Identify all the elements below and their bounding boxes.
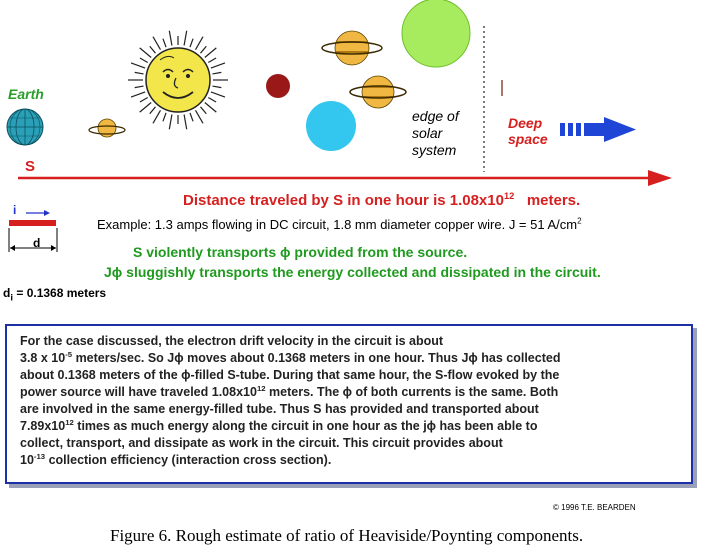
di-value [3, 286, 107, 304]
box-line-3: about 0.1368 meters of the ϕ-filled S-tube. During that same hour, the S-flow evoked by the [20, 368, 560, 382]
example-text: Example: 1.3 amps flowing in DC circuit, 1.8 mm diameter copper wire. J = 51 A/cm [97, 217, 578, 232]
deep-label-line-1: Deep [508, 115, 543, 131]
sun-ray [169, 114, 172, 129]
box-line-8 [20, 453, 331, 467]
edge-label-line-2: solar [412, 125, 443, 141]
sun-ray [153, 110, 161, 123]
sun-face-icon [128, 31, 228, 129]
saturn-icon-2 [350, 76, 406, 108]
sun-ray [135, 72, 144, 74]
di-subscript: i [10, 292, 14, 304]
sun-ray [205, 48, 216, 58]
example-exponent: 2 [577, 216, 582, 226]
box-line-6 [20, 419, 537, 433]
sun-ray [163, 39, 166, 47]
figure-caption: Figure 6. Rough estimate of ratio of Heaviside/Poynting components. [110, 526, 584, 545]
green-planet-icon [402, 0, 470, 67]
sun-ray [184, 31, 187, 46]
earth-label: Earth [8, 86, 44, 102]
di-symbol: d [3, 286, 11, 300]
sun-ray [190, 113, 193, 121]
box-line-4-b: meters. The ϕ of both currents is the same. Both [265, 385, 559, 399]
sun-ray [153, 37, 161, 50]
j-transport-statement: Jϕ sluggishly transports the energy collected and dissipated in the circuit. [104, 264, 601, 280]
deep-label-line-2: space [508, 131, 548, 147]
di-text: = 0.1368 meters [13, 286, 107, 300]
s-flow-arrow [18, 170, 672, 186]
box-line-8-a: 10 [20, 453, 34, 467]
small-saturn-icon [89, 119, 125, 137]
sun-ray [140, 48, 151, 58]
sun-ray [196, 37, 204, 50]
example-statement [97, 217, 582, 232]
sun-ray [196, 110, 204, 123]
earth-globe-icon [7, 109, 43, 145]
sun-ray [140, 102, 151, 112]
box-line-2 [20, 351, 560, 365]
sun-ray [163, 113, 166, 121]
box-line-4 [20, 385, 558, 399]
s-transport-statement: S violently transports ϕ provided from the source. [133, 244, 468, 260]
cyan-planet-icon [306, 101, 356, 151]
edge-of-solar-system-label [412, 108, 459, 159]
diameter-d-label: d [33, 236, 41, 250]
sun-ray [200, 107, 206, 114]
sun-ray [150, 107, 156, 114]
box-line-2-b: meters/sec. So Jϕ moves about 0.1368 meters in one hour. Thus Jϕ has collected [72, 351, 561, 365]
saturn-icon [322, 31, 382, 65]
distance-text: Distance traveled by S in one hour is 1.08x10 [183, 192, 504, 209]
box-line-6-b: times as much energy along the circuit in one hour as the jϕ has been able to [73, 419, 538, 433]
box-line-5: are involved in the same energy-filled tube. Thus S has provided and transported about [20, 402, 539, 416]
red-planet-icon [266, 74, 290, 98]
copyright-notice: © 1996 T.E. BEARDEN [553, 503, 636, 512]
sun-ray [131, 63, 145, 68]
sun-ray [190, 39, 193, 47]
box-line-4-exp: 12 [256, 383, 266, 393]
blue-arrow-icon [560, 117, 636, 142]
box-line-6-exp: 12 [65, 417, 74, 427]
sun-ray [212, 86, 221, 88]
box-line-8-exp: -13 [33, 451, 46, 461]
distance-statement [183, 192, 580, 209]
box-line-2-a: 3.8 x 10 [20, 351, 66, 365]
sun-ray [212, 72, 221, 74]
sun-ray [140, 58, 148, 63]
sun-ray [200, 46, 206, 53]
box-line-6-a: 7.89x10 [20, 419, 66, 433]
sun-ray [205, 102, 216, 112]
distance-unit: meters. [526, 192, 581, 209]
deep-space-label [508, 115, 548, 147]
sun-ray [184, 114, 187, 129]
sun-ray [131, 92, 145, 97]
sun-ray [208, 58, 216, 63]
box-line-7: collect, transport, and dissipate as work in the circuit. This circuit provides about [20, 436, 503, 450]
edge-label-line-3: system [412, 142, 457, 158]
sun-ray [140, 98, 148, 103]
sun-ray [211, 63, 225, 68]
sun-ray [135, 86, 144, 88]
current-i-label: i [13, 203, 17, 217]
edge-label-line-1: edge of [412, 108, 459, 124]
s-flow-label: S [25, 158, 36, 175]
distance-exponent: 12 [503, 191, 515, 201]
box-line-1: For the case discussed, the electron drift velocity in the circuit is about [20, 334, 444, 348]
sun-ray [150, 46, 156, 53]
sun-ray [208, 98, 216, 103]
explanation-box [5, 324, 693, 484]
sun-ray [211, 92, 225, 97]
box-line-2-exp: -5 [65, 349, 73, 359]
box-line-8-b: collection efficiency (interaction cross section). [45, 453, 332, 467]
sun-ray [169, 31, 172, 46]
box-line-4-a: power source will have traveled 1.08x10 [20, 385, 257, 399]
